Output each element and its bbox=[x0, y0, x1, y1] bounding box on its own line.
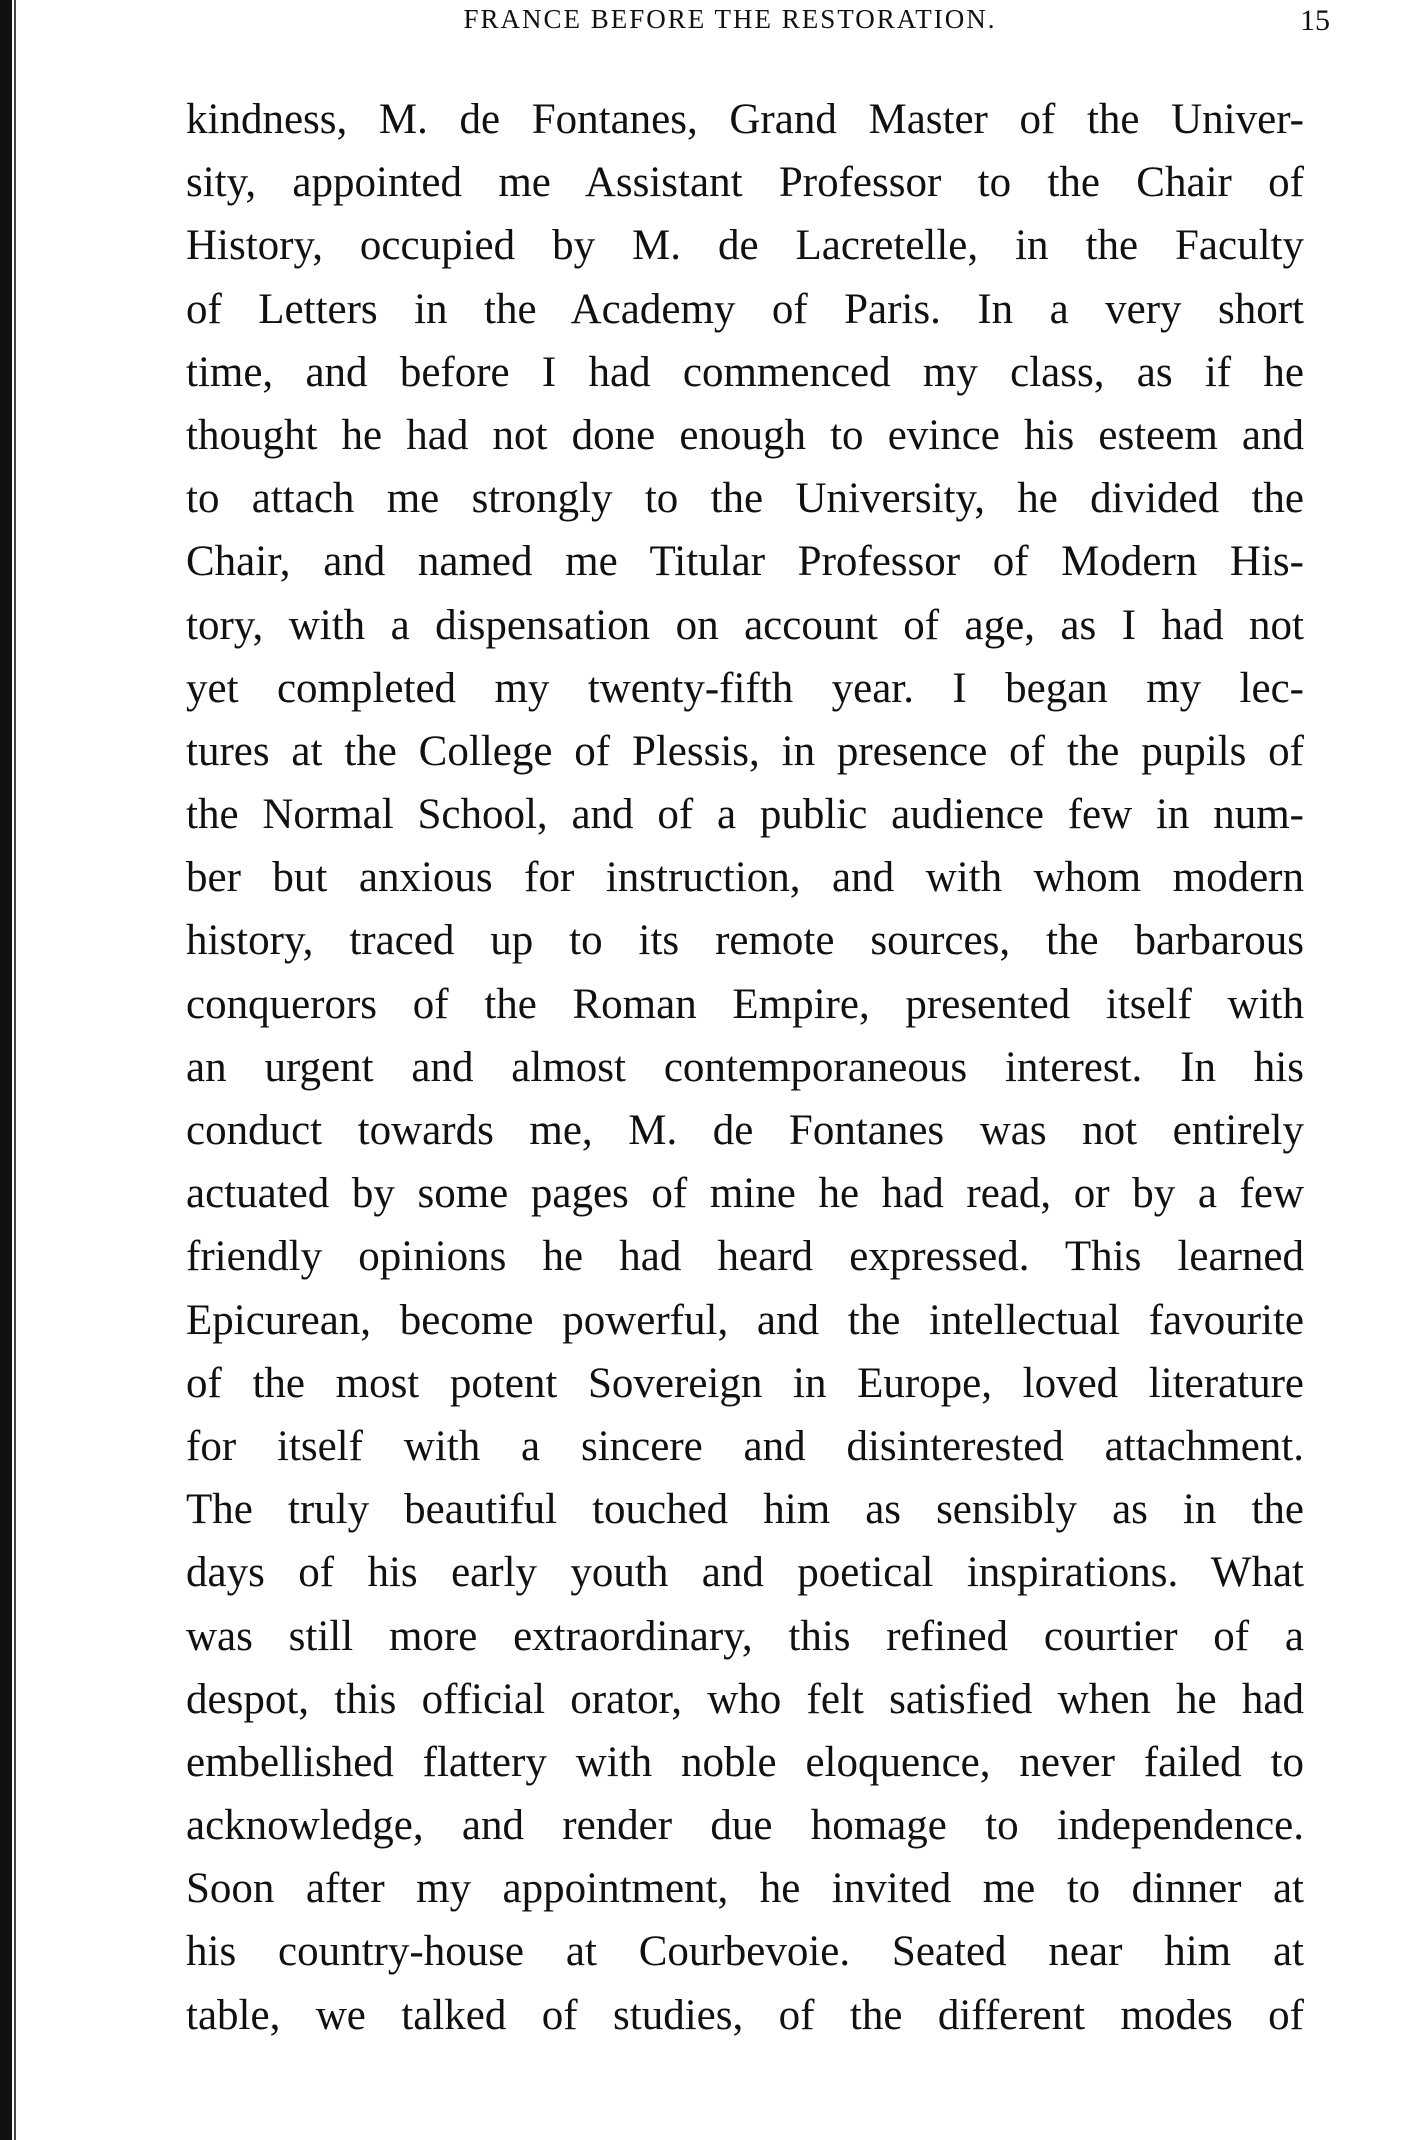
text-line bbox=[186, 1541, 1304, 1604]
text-line bbox=[186, 1605, 1304, 1668]
text-line-content: History, occupied by M. de Lacretelle, in the Faculty bbox=[186, 222, 1304, 270]
text-line-content: time, and before I had commenced my class, as if he bbox=[186, 348, 1304, 396]
text-line-content: his country-house at Courbevoie. Seated near him at bbox=[186, 1928, 1304, 1976]
running-title: FRANCE BEFORE THE RESTORATION. bbox=[463, 4, 997, 34]
text-line bbox=[186, 88, 1304, 151]
text-line-content: days of his early youth and poetical inspirations. What bbox=[186, 1549, 1304, 1597]
text-line-content: conquerors of the Roman Empire, presented itself with bbox=[186, 980, 1304, 1028]
page-binding-edge bbox=[0, 0, 12, 2140]
text-line bbox=[186, 1984, 1304, 2047]
text-line-content: tures at the College of Plessis, in presence of the pupils of bbox=[186, 727, 1304, 775]
text-line-content: despot, this official orator, who felt satisfied when he had bbox=[186, 1675, 1304, 1723]
text-line-content: sity, appointed me Assistant Professor to the Chair of bbox=[186, 159, 1304, 207]
text-line bbox=[186, 1036, 1304, 1099]
text-line-content: conduct towards me, M. de Fontanes was not entirely bbox=[186, 1107, 1304, 1154]
text-line bbox=[186, 783, 1304, 846]
text-line bbox=[186, 1668, 1304, 1731]
text-line bbox=[186, 151, 1304, 214]
text-line-content: an urgent and almost contemporaneous interest. In his bbox=[186, 1043, 1304, 1091]
text-line bbox=[186, 657, 1304, 720]
text-line-content: was still more extraordinary, this refined courtier of a bbox=[186, 1612, 1304, 1660]
text-line-content: friendly opinions he had heard expressed. This learned bbox=[186, 1233, 1304, 1281]
text-line-content: for itself with a sincere and disinterested attachment. bbox=[186, 1422, 1304, 1470]
text-line-content: to attach me strongly to the University, he divided the bbox=[186, 475, 1304, 523]
text-line bbox=[186, 1099, 1304, 1162]
text-line-content: table, we talked of studies, of the different modes of bbox=[186, 1991, 1304, 2039]
text-line-content: the Normal School, and of a public audience few in num- bbox=[186, 791, 1304, 839]
text-line bbox=[186, 341, 1304, 404]
text-line bbox=[186, 846, 1304, 909]
text-line-content: tory, with a dispensation on account of age, as I had not bbox=[186, 601, 1304, 649]
text-line bbox=[186, 1352, 1304, 1415]
text-line bbox=[186, 1289, 1304, 1352]
text-line bbox=[186, 278, 1304, 341]
text-line-content: The truly beautiful touched him as sensibly as in the bbox=[186, 1486, 1304, 1534]
text-line-content: of the most potent Sovereign in Europe, loved literature bbox=[186, 1359, 1304, 1407]
text-line bbox=[186, 909, 1304, 972]
text-line-content: acknowledge, and render due homage to independence. bbox=[186, 1802, 1304, 1850]
text-line bbox=[186, 530, 1304, 593]
text-line bbox=[186, 1794, 1304, 1857]
text-line bbox=[186, 1162, 1304, 1225]
text-line-content: actuated by some pages of mine he had read, or by a few bbox=[186, 1170, 1304, 1218]
text-line bbox=[186, 1415, 1304, 1478]
text-line-content: Soon after my appointment, he invited me to dinner at bbox=[186, 1865, 1304, 1913]
text-line-content: Chair, and named me Titular Professor of Modern His- bbox=[186, 538, 1304, 586]
text-line bbox=[186, 1857, 1304, 1920]
text-line bbox=[186, 1731, 1304, 1794]
text-line bbox=[186, 404, 1304, 467]
page-number: 15 bbox=[1300, 4, 1330, 37]
text-line-content: of Letters in the Academy of Paris. In a very short bbox=[186, 285, 1304, 333]
text-line bbox=[186, 1478, 1304, 1541]
text-line bbox=[186, 1920, 1304, 1983]
body-text bbox=[186, 88, 1304, 2047]
text-line-content: ber but anxious for instruction, and with whom modern bbox=[186, 854, 1304, 902]
text-line-content: Epicurean, become powerful, and the intellectual favourite bbox=[186, 1296, 1304, 1344]
text-line bbox=[186, 594, 1304, 657]
text-line-content: yet completed my twenty-fifth year. I began my lec- bbox=[186, 664, 1304, 712]
text-line bbox=[186, 973, 1304, 1036]
text-line-content: kindness, M. de Fontanes, Grand Master of the Univer- bbox=[186, 96, 1304, 143]
text-line bbox=[186, 467, 1304, 530]
text-line bbox=[186, 1225, 1304, 1288]
text-line bbox=[186, 214, 1304, 277]
text-line bbox=[186, 720, 1304, 783]
text-line-content: thought he had not done enough to evince his esteem and bbox=[186, 411, 1304, 459]
text-line-content: history, traced up to its remote sources, the barbarous bbox=[186, 917, 1304, 965]
page-binding-edge-shadow bbox=[14, 0, 16, 2140]
text-line-content: embellished flattery with noble eloquence, never failed to bbox=[186, 1738, 1304, 1786]
